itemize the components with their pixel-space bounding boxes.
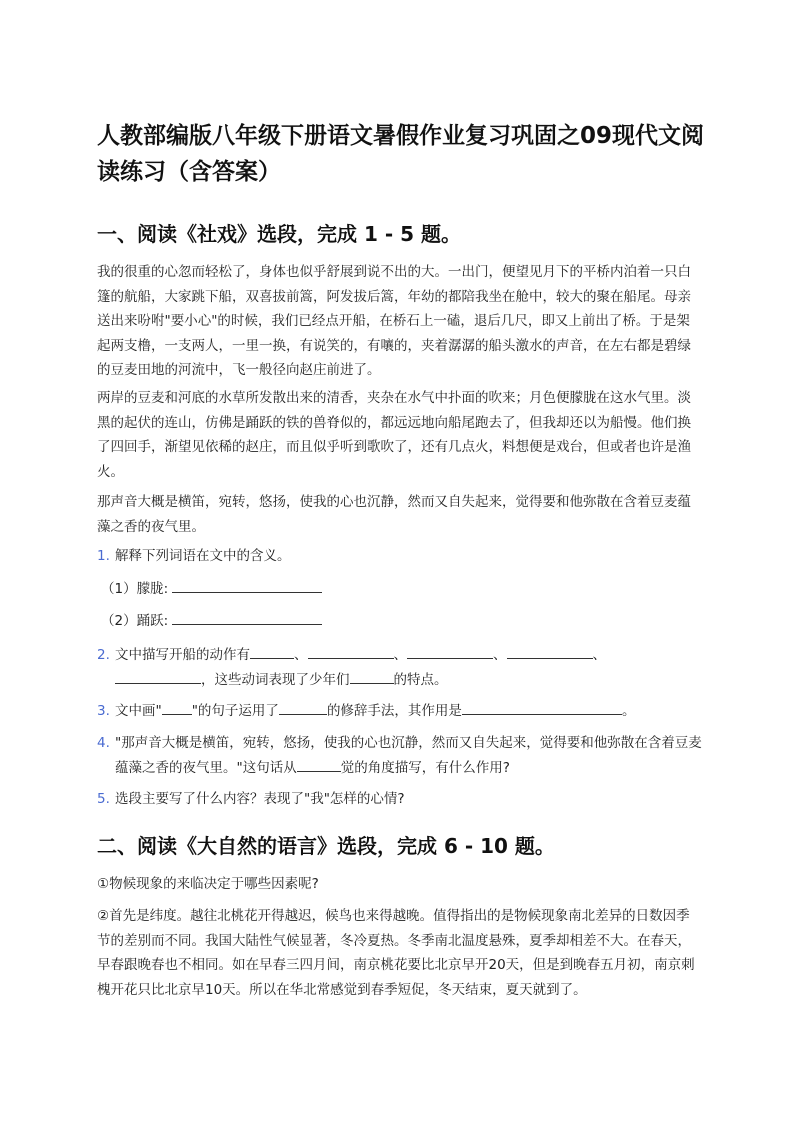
question-2 bbox=[97, 643, 707, 692]
page-title: 人教部编版八年级下册语文暑假作业复习巩固之09现代文阅读练习（含答案） bbox=[97, 123, 705, 185]
question-text: "的句子运用了 bbox=[191, 703, 279, 719]
answer-blank[interactable] bbox=[297, 757, 341, 772]
answer-blank[interactable] bbox=[172, 610, 322, 625]
section-2-paragraph-2: ②首先是纬度。越往北桃花开得越迟，候鸟也来得越晚。值得指出的是物候现象南北差异的日数因季节的差别而不同。我国大陆性气候显著，冬冷夏热。冬季南北温度悬殊，夏季却相差不大。在春天，早春跟晚春也不相同。如在早春三四月间，南京桃花要比北京早开20天，但是到晚春五月初，南京刺槐开花只比北京早10天。所以在华北常感觉到春季短促，冬天结束，夏天就到了。 bbox=[97, 908, 695, 998]
question-text: 文中描写开船的动作有 bbox=[115, 647, 250, 663]
question-text: ，这些动词表现了少年们 bbox=[201, 671, 350, 688]
item-label: （1）朦胧: bbox=[101, 581, 169, 597]
section-1-paragraph-3: 那声音大概是横笛，宛转，悠扬，使我的心也沉静，然而又自失起来，觉得要和他弥散在含着豆麦蕴藻之香的夜气里。 bbox=[97, 494, 691, 535]
question-1-item-2 bbox=[101, 609, 322, 633]
section-2-heading: 二、阅读《大自然的语言》选段，完成 6 - 10 题。 bbox=[97, 834, 555, 858]
question-text: 觉的角度描写，有什么作用? bbox=[340, 759, 510, 776]
section-1-paragraph-2: 两岸的豆麦和河底的水草所发散出来的清香，夹杂在水气中扑面的吹来；月色便朦胧在这水气里。淡黑的起伏的连山，仿佛是踊跃的铁的兽脊似的，都远远地向船尾跑去了，但我却还以为船慢。他们换了四回手，渐望见依稀的赵庄，而且似乎听到歌吹了，还有几点火，料想便是戏台，但或者也许是渔火。 bbox=[97, 390, 691, 480]
question-text: 。 bbox=[621, 703, 636, 719]
question-number: 3. bbox=[97, 703, 110, 719]
answer-blank[interactable] bbox=[250, 644, 294, 659]
answer-blank[interactable] bbox=[462, 700, 622, 715]
question-4 bbox=[97, 731, 707, 780]
section-2-paragraph-1: ①物候现象的来临决定于哪些因素呢? bbox=[97, 876, 319, 892]
question-number: 5. bbox=[97, 791, 110, 807]
question-number: 1. bbox=[97, 548, 110, 564]
answer-blank[interactable] bbox=[407, 644, 493, 659]
question-5 bbox=[97, 787, 707, 812]
question-1-item-1 bbox=[101, 577, 322, 601]
separator: 、 bbox=[393, 647, 407, 663]
answer-blank[interactable] bbox=[507, 644, 593, 659]
question-3 bbox=[97, 699, 707, 724]
question-number: 2. bbox=[97, 647, 110, 663]
separator: 、 bbox=[592, 647, 606, 663]
separator: 、 bbox=[294, 647, 308, 663]
answer-blank[interactable] bbox=[162, 700, 192, 715]
question-text: "那声音大概是横笛，宛转，悠扬，使我的心也沉静，然而又自失起来，觉得要和他弥散在含着豆麦蕴藻之香的夜气里。"这句话从 bbox=[115, 735, 702, 776]
answer-blank[interactable] bbox=[279, 700, 327, 715]
question-text: 的修辞手法，其作用是 bbox=[326, 703, 462, 719]
question-text: 文中画" bbox=[115, 703, 162, 719]
section-1-heading: 一、阅读《社戏》选段，完成 1 - 5 题。 bbox=[97, 222, 461, 246]
answer-blank[interactable] bbox=[350, 669, 394, 684]
answer-blank[interactable] bbox=[308, 644, 394, 659]
separator: 、 bbox=[493, 647, 507, 663]
question-text: 选段主要写了什么内容？表现了"我"怎样的心情? bbox=[115, 791, 405, 807]
item-label: （2）踊跃: bbox=[101, 613, 169, 629]
question-number: 4. bbox=[97, 735, 110, 751]
question-text: 解释下列词语在文中的含义。 bbox=[115, 548, 291, 564]
section-1-paragraph-1: 我的很重的心忽而轻松了，身体也似乎舒展到说不出的大。一出门，便望见月下的平桥内泊着一只白篷的航船，大家跳下船，双喜拔前篙，阿发拔后篙，年幼的都陪我坐在舱中，较大的聚在船尾。母亲送出来吩咐"要小心"的时候，我们已经点开船，在桥石上一磕，退后几尺，即又上前出了桥。于是架起两支橹，一支两人，一里一换，有说笑的，有嚷的，夹着潺潺的船头激水的声音，在左右都是碧绿的豆麦田地的河流中，飞一般径向赵庄前进了。 bbox=[97, 264, 691, 378]
question-1 bbox=[97, 544, 707, 569]
question-text: 的特点。 bbox=[393, 671, 448, 688]
answer-blank[interactable] bbox=[115, 669, 201, 684]
answer-blank[interactable] bbox=[172, 578, 322, 593]
